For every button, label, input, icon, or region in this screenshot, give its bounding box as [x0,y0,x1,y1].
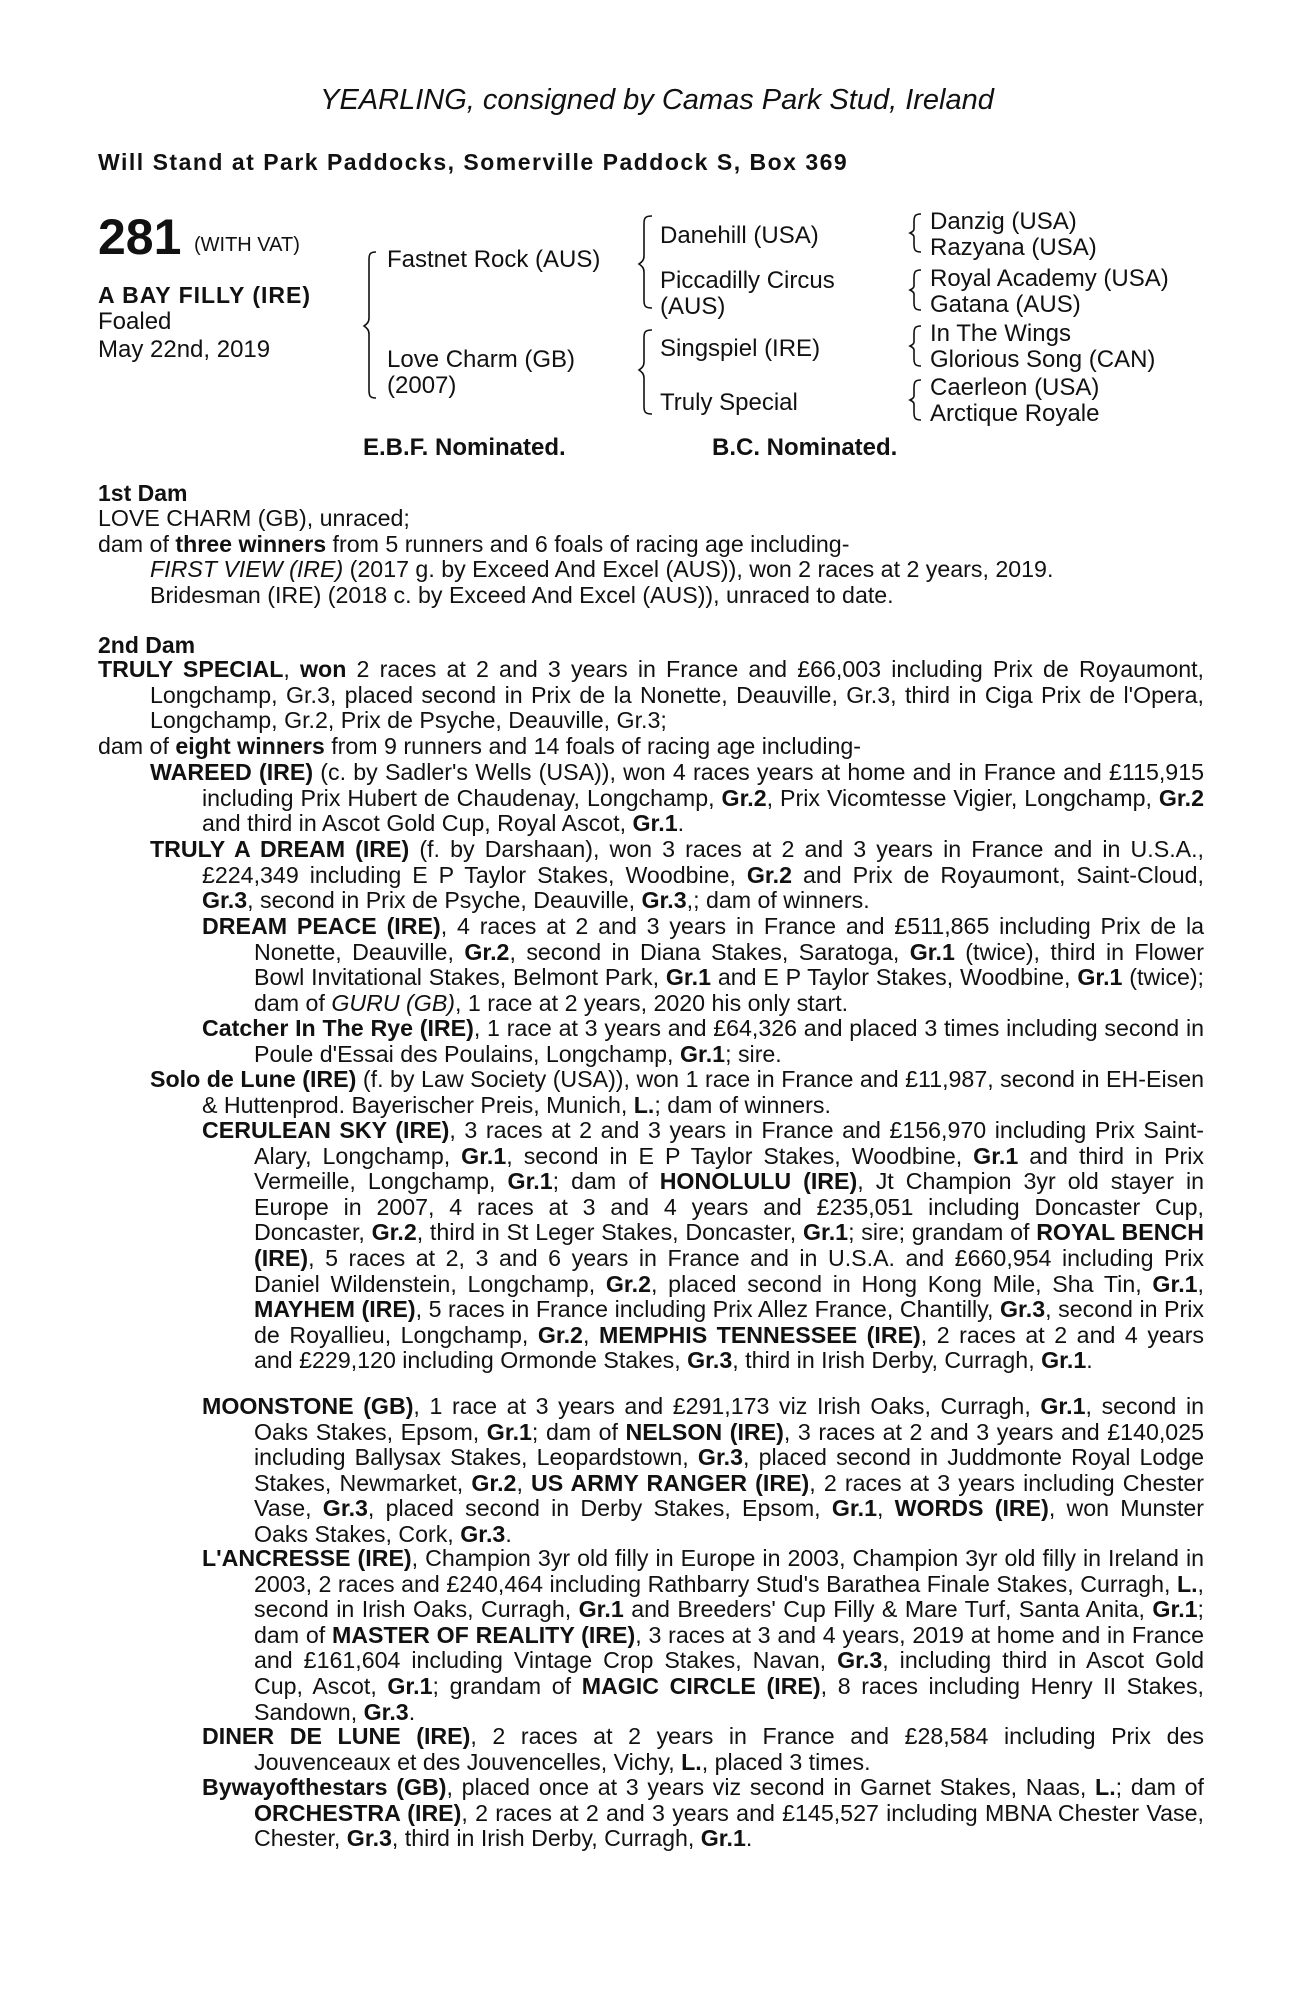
produce-truly-a-dream: TRULY A DREAM (IRE) (f. by Darshaan), won 3 races at 2 and 3 years in France and in U.S.A., £224,349 including E P Taylor Stakes, Woodbine, Gr.2 and Prix de Royaumont, Saint-Cloud, Gr.3, second in Prix de Psyche, Deauville, Gr.3,; dam of winners. [150,836,1204,914]
grandparent-6: Glorious Song (CAN) [930,346,1156,373]
sire: Fastnet Rock (AUS) [387,246,601,273]
produce-solo-de-lune: Solo de Lune (IRE) (f. by Law Society (USA)), won 1 race in France and £11,987, second in EH-Eisen & Huttenprod. Bayerischer Preis, Munich, L.; dam of winners. [150,1066,1204,1118]
consignment-line: YEARLING, consigned by Camas Park Stud, Ireland [320,84,994,116]
lot-number: 281 [98,209,182,265]
foaled-label: Foaled [98,308,172,335]
produce-dream-peace: DREAM PEACE (IRE), 4 races at 2 and 3 years in France and £511,865 including Prix de la Nonette, Deauville, Gr.2, second in Diana Stakes, Saratoga, Gr.1 (twice), third in Flower Bowl Invitational Stakes, Belmont Park, Gr.1 and E P Taylor Stakes, Woodbine, Gr.1 (twice); dam of GURU (GB), 1 race at 2 years, 2020 his only start. [202,913,1204,1016]
produce-bywayofthestars: Bywayofthestars (GB), placed once at 3 years viz second in Garnet Stakes, Naas, L.; dam of ORCHESTRA (IRE), 2 races at 2 and 3 years and £145,527 including MBNA Chester Vase, Chester, Gr.3, third in Irish Derby, Curragh, Gr.1. [202,1774,1204,1852]
produce-catcher-in-the-rye: Catcher In The Rye (IRE), 1 race at 3 years and £64,326 and placed 3 times including second in Poule d'Essai des Poulains, Longchamp, Gr.1; sire. [202,1015,1204,1067]
grandparent-2: Razyana (USA) [930,234,1097,261]
grandparent-5: In The Wings [930,320,1071,347]
produce-lancresse: L'ANCRESSE (IRE), Champion 3yr old filly in Europe in 2003, Champion 3yr old filly in Ireland in 2003, 2 races and £240,464 including Rathbarry Stud's Barathea Finale Stakes, Curragh, L., second in Irish Oaks, Curragh, Gr.1 and Breeders' Cup Filly & Mare Turf, Santa Anita, Gr.1; dam of MASTER OF REALITY (IRE), 3 races at 3 and 4 years, 2019 at home and in France and £161,604 including Vintage Crop Stakes, Navan, Gr.3, including third in Ascot Gold Cup, Ascot, Gr.1; grandam of MAGIC CIRCLE (IRE), 8 races including Henry II Stakes, Sandown, Gr.3. [202,1545,1205,1725]
sire-dam: Piccadilly Circus [660,267,835,294]
produce-diner-de-lune: DINER DE LUNE (IRE), 2 races at 2 years in France and £28,584 including Prix des Jouvenceaux et des Jouvencelles, Vichy, L., placed 3 times. [202,1723,1205,1775]
second-dam-heading: 2nd Dam [98,632,196,658]
sire-dam-country: (AUS) [660,293,726,320]
first-dam-produce-summary: dam of three winners from 5 runners and 6 foals of racing age including- [98,531,850,557]
grandparent-1: Danzig (USA) [930,208,1077,235]
grandparent-3: Royal Academy (USA) [930,265,1169,292]
first-dam-heading: 1st Dam [98,480,188,506]
produce-moonstone: MOONSTONE (GB), 1 race at 3 years and £291,173 viz Irish Oaks, Curragh, Gr.1, second in Oaks Stakes, Epsom, Gr.1; dam of NELSON (IRE), 3 races at 2 and 3 years and £140,025 including Ballysax Stakes, Leopardstown, Gr.3, placed second in Juddmonte Royal Lodge Stakes, Newmarket, Gr.2, US ARMY RANGER (IRE), 2 races at 3 years including Chester Vase, Gr.3, placed second in Derby Stakes, Epsom, Gr.1, WORDS (IRE), won Munster Oaks Stakes, Cork, Gr.3. [202,1393,1205,1547]
first-dam-foal-2: Bridesman (IRE) (2018 c. by Exceed And Excel (AUS)), unraced to date. [150,582,894,608]
dam-dam: Truly Special [660,389,798,416]
dam-year: (2007) [387,372,457,399]
stand-location: Will Stand at Park Paddocks, Somerville Paddock S, Box 369 [98,149,849,175]
grandparent-7: Caerleon (USA) [930,374,1100,401]
dam: Love Charm (GB) [387,346,576,373]
second-dam-record: TRULY SPECIAL, won 2 races at 2 and 3 years in France and £66,003 including Prix de Royaumont, Longchamp, Gr.3, placed second in Prix de la Nonette, Deauville, Gr.3, third in Ciga Prix de l'Opera, Longchamp, Gr.2, Prix de Psyche, Deauville, Gr.3; [98,656,1204,734]
grandparent-4: Gatana (AUS) [930,291,1081,318]
first-dam-name: LOVE CHARM (GB), unraced; [98,505,410,531]
foaled-date: May 22nd, 2019 [98,336,271,363]
first-dam-foal-1: FIRST VIEW (IRE) (2017 g. by Exceed And Excel (AUS)), won 2 races at 2 years, 2019. [150,556,1054,582]
dam-sire: Singspiel (IRE) [660,335,821,362]
bc-nominated: B.C. Nominated. [712,434,898,461]
second-dam-produce-summary: dam of eight winners from 9 runners and 14 foals of racing age including- [98,733,861,759]
produce-cerulean-sky: CERULEAN SKY (IRE), 3 races at 2 and 3 years in France and £156,970 including Prix Saint-Alary, Longchamp, Gr.1, second in E P Taylor Stakes, Woodbine, Gr.1 and third in Prix Vermeille, Longchamp, Gr.1; dam of HONOLULU (IRE), Jt Champion 3yr old stayer in Europe in 2007, 4 races at 3 and 4 years and £235,051 including Doncaster Cup, Doncaster, Gr.2, third in St Leger Stakes, Doncaster, Gr.1; sire; grandam of ROYAL BENCH (IRE), 5 races at 2, 3 and 6 years in France and in U.S.A. and £660,954 including Prix Daniel Wildenstein, Longchamp, Gr.2, placed second in Hong Kong Mile, Sha Tin, Gr.1, MAYHEM (IRE), 5 races in France including Prix Allez France, Chantilly, Gr.3, second in Prix de Royallieu, Longchamp, Gr.2, MEMPHIS TENNESSEE (IRE), 2 races at 2 and 4 years and £229,120 including Ormonde Stakes, Gr.3, third in Irish Derby, Curragh, Gr.1. [202,1117,1205,1374]
sire-sire: Danehill (USA) [660,222,819,249]
produce-wareed: WAREED (IRE) (c. by Sadler's Wells (USA)), won 4 races years at home and in France and £115,915 including Prix Hubert de Chaudenay, Longchamp, Gr.2, Prix Vicomtesse Vigier, Longchamp, Gr.2 and third in Ascot Gold Cup, Royal Ascot, Gr.1. [150,759,1204,837]
grandparent-8: Arctique Royale [930,400,1100,427]
vat-note: (WITH VAT) [194,234,300,256]
ebf-nominated: E.B.F. Nominated. [363,434,566,461]
g-bracket-4 [0,0,1,1]
lot-name: A BAY FILLY (IRE) [98,282,311,308]
